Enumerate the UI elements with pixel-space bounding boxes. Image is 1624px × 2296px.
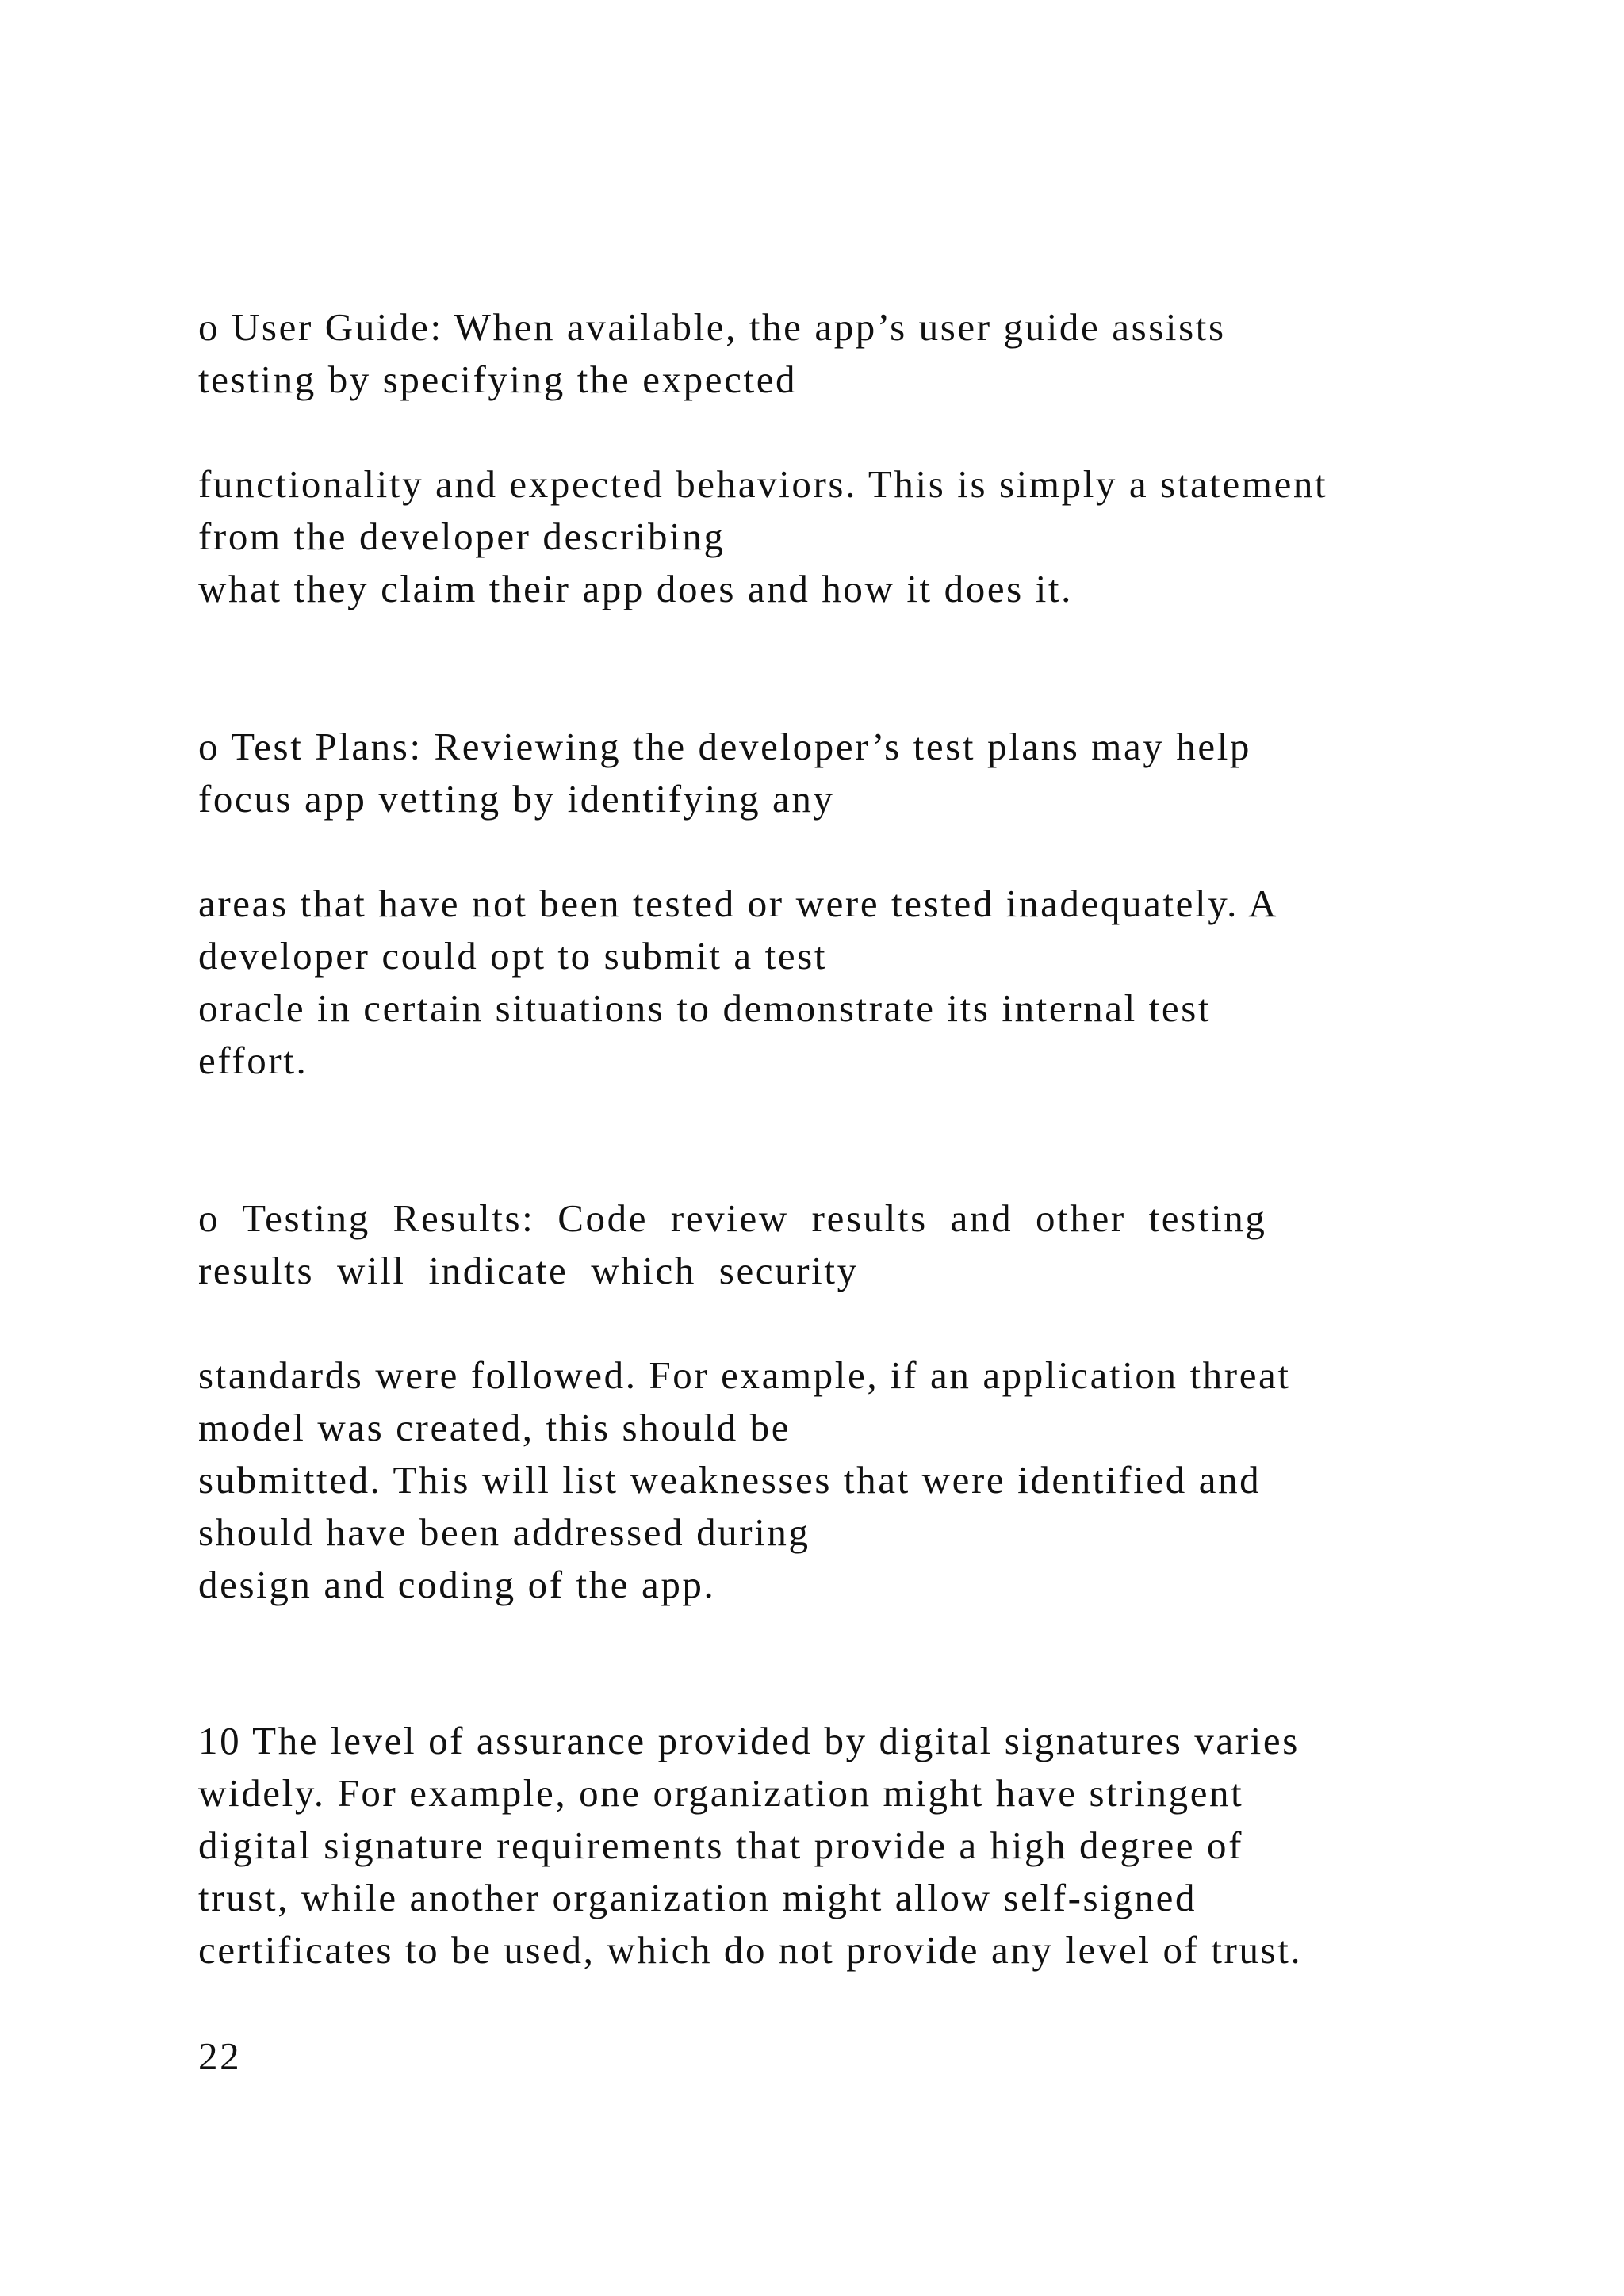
testing-results-line-4: model was created, this should be [198, 1406, 791, 1449]
page-number: 22 [198, 2034, 242, 2078]
test-plans-line-1: o Test Plans: Reviewing the developer’s test plans may help [198, 725, 1252, 768]
footnote-line-2: widely. For example, one organization might have stringent [198, 1771, 1244, 1815]
test-plans-line-6: effort. [198, 1039, 308, 1082]
testing-results-line-7: design and coding of the app. [198, 1563, 716, 1606]
testing-results-line-2: results will indicate which security [198, 1249, 859, 1292]
user-guide-line-4: from the developer describing [198, 515, 726, 558]
user-guide-line-5: what they claim their app does and how it does it. [198, 567, 1073, 610]
footnote-line-4: trust, while another organization might allow self-signed [198, 1876, 1197, 1919]
test-plans-line-3: areas that have not been tested or were tested inadequately. A [198, 882, 1279, 925]
footnote-line-3: digital signature requirements that provide a high degree of [198, 1823, 1244, 1867]
user-guide-line-2: testing by specifying the expected [198, 358, 798, 401]
footnote-line-5: certificates to be used, which do not provide any level of trust. [198, 1928, 1303, 1972]
testing-results-line-3: standards were followed. For example, if an application threat [198, 1353, 1291, 1397]
test-plans-line-4: developer could opt to submit a test [198, 934, 828, 978]
testing-results-line-1: o Testing Results: Code review results and other testing [198, 1196, 1267, 1240]
test-plans-line-2: focus app vetting by identifying any [198, 777, 835, 821]
footnote-line-1: 10 The level of assurance provided by digital signatures varies [198, 1719, 1300, 1762]
test-plans-line-5: oracle in certain situations to demonstrate its internal test [198, 986, 1212, 1030]
testing-results-line-5: submitted. This will list weaknesses that were identified and [198, 1458, 1262, 1502]
user-guide-line-1: o User Guide: When available, the app’s user guide assists [198, 305, 1226, 349]
user-guide-line-3: functionality and expected behaviors. This is simply a statement [198, 462, 1328, 506]
testing-results-line-6: should have been addressed during [198, 1510, 810, 1554]
